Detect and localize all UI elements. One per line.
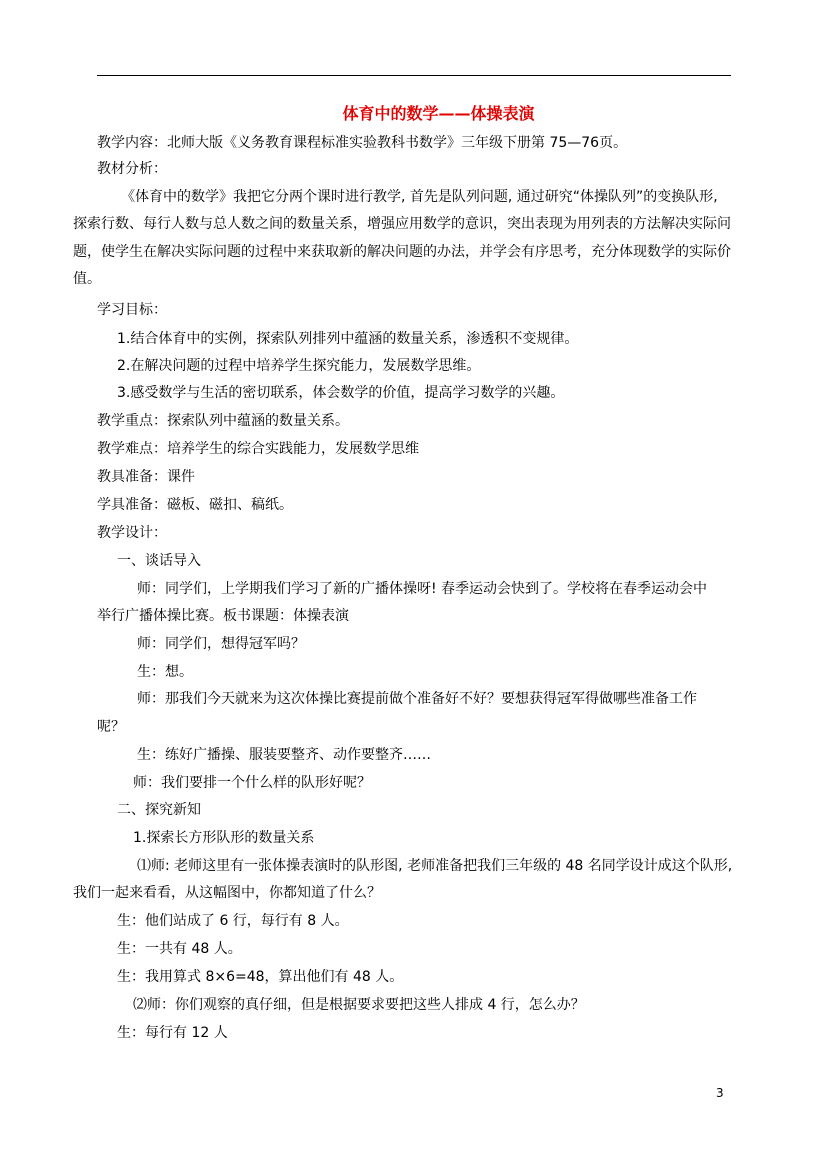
analysis-line: 探索行数、每行人数与总人数之间的数量关系，增强应用数学的意识，突出表现为用列表的方法解决实际问: [73, 216, 731, 232]
dialogue-line: 生：练好广播操、服装要整齐、动作要整齐……: [137, 747, 431, 763]
goal-item: 3.感受数学与生活的密切联系，体会数学的价值，提高学习数学的兴趣。: [117, 385, 565, 401]
dialogue-line: 师：那我们今天就来为这次体操比赛提前做个准备好不好？要想获得冠军得做哪些准备工作: [137, 691, 697, 707]
dialogue-line: 师：我们要排一个什么样的队形好呢？: [133, 775, 371, 791]
section-heading: 二、探究新知: [117, 802, 201, 818]
design-label: 教学设计：: [97, 525, 167, 541]
analysis-line: 题，使学生在解决实际问题的过程中来获取新的解决问题的办法，并学会有序思考，充分体现数学的实际价: [73, 244, 731, 260]
key-point: 教学重点：探索队列中蕴涵的数量关系。: [97, 413, 349, 429]
sub-heading: 1.探索长方形队形的数量关系: [133, 830, 315, 846]
dialogue-line: 生：一共有 48 人。: [117, 941, 242, 957]
dialogue-line: 生：我用算式 8×6=48，算出他们有 48 人。: [117, 969, 404, 985]
document-title: 体育中的数学——体操表演: [342, 104, 535, 123]
dialogue-line: 呢？: [97, 719, 125, 735]
dialogue-line: 师：同学们，上学期我们学习了新的广播体操呀! 春季运动会快到了。学校将在春季运动会中: [137, 581, 708, 597]
student-tools: 学具准备：磁板、磁扣、稿纸。: [97, 497, 293, 513]
goals-label: 学习目标：: [97, 302, 167, 318]
teaching-content: 教学内容：北师大版《义务教育课程标准实验教科书数学》三年级下册第 75—76页。: [97, 135, 628, 151]
dialogue-line: 师：同学们，想得冠军吗？: [137, 636, 305, 652]
goal-item: 2.在解决问题的过程中培养学生探究能力，发展数学思维。: [117, 358, 481, 374]
difficulty: 教学难点：培养学生的综合实践能力，发展数学思维: [97, 441, 419, 457]
analysis-label: 教材分析：: [97, 161, 167, 177]
page-number: 3: [716, 1086, 724, 1100]
dialogue-line: 举行广播体操比赛。板书课题：体操表演: [97, 608, 349, 624]
dialogue-line: 我们一起来看看，从这幅图中，你都知道了什么？: [73, 885, 381, 901]
dialogue-line: ⑵师：你们观察的真仔细，但是根据要求要把这些人排成 4 行，怎么办？: [133, 997, 585, 1013]
teacher-tools: 教具准备：课件: [97, 469, 195, 485]
dialogue-line: ⑴师: 老师这里有一张体操表演时的队形图, 老师准备把我们三年级的 48 名同学设计成这个队形,: [137, 858, 733, 874]
goal-item: 1.结合体育中的实例，探索队列排列中蕴涵的数量关系，渗透积不变规律。: [117, 331, 579, 347]
dialogue-line: 生：他们站成了 6 行，每行有 8 人。: [117, 913, 349, 929]
analysis-line: 《体育中的数学》我把它分两个课时进行教学, 首先是队列问题, 通过研究“体操队列”的变换队形,: [121, 189, 718, 205]
dialogue-line: 生：每行有 12 人: [117, 1025, 228, 1041]
analysis-line: 值。: [73, 271, 101, 287]
section-heading: 一、谈话导入: [117, 553, 201, 569]
dialogue-line: 生：想。: [137, 664, 193, 680]
header-rule: [97, 75, 731, 76]
